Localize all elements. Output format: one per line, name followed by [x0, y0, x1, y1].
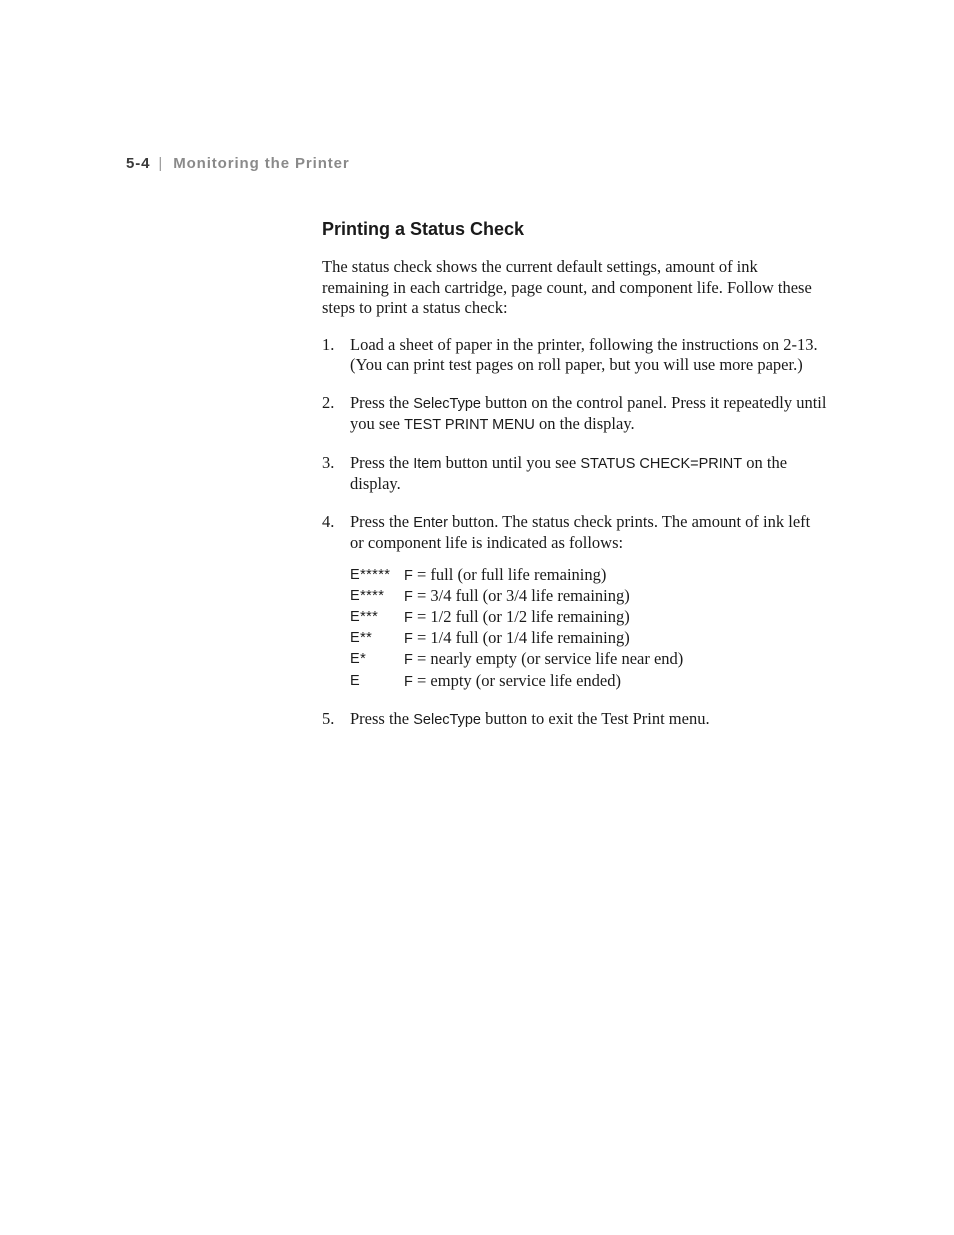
steps-list: [322, 335, 827, 731]
step-item: [322, 335, 827, 376]
legend-row: [350, 628, 827, 649]
button-name-enter: Enter: [413, 514, 448, 531]
legend-f: F: [404, 588, 413, 605]
step-text: button until you see: [441, 452, 581, 472]
step-number: 3.: [322, 452, 335, 472]
page-number: 5-4: [126, 155, 151, 172]
step-text: Press the: [350, 708, 414, 728]
step-item: [322, 453, 827, 495]
legend-f: F: [404, 631, 413, 648]
legend-f: F: [404, 652, 413, 669]
step-text: Press the: [350, 511, 414, 531]
header-separator: |: [158, 155, 164, 172]
step-text: Press the: [350, 392, 414, 412]
step-text: button to exit the Test Print menu.: [480, 708, 710, 728]
step-number: 1.: [322, 334, 335, 354]
legend-symbol: E*: [350, 651, 367, 668]
legend-description: = empty (or service life ended): [412, 670, 621, 690]
button-name-selectype: SelecType: [413, 711, 481, 728]
display-message: STATUS CHECK=PRINT: [580, 455, 743, 472]
legend-symbol: E: [350, 672, 361, 689]
legend-symbol: E****: [350, 587, 385, 604]
button-name-selectype: SelecType: [413, 395, 481, 412]
display-message: TEST PRINT MENU: [404, 417, 535, 433]
legend-description: = 3/4 full (or 3/4 life remaining): [412, 585, 630, 605]
step-item: [322, 709, 827, 731]
legend-f: F: [404, 609, 413, 626]
step-text: Load a sheet of paper in the printer, following the instructions on 2-13. (You can print test pages on roll paper, but you will use more paper.): [350, 334, 818, 374]
step-text: Press the: [350, 452, 414, 472]
step-number: 5.: [322, 708, 335, 728]
legend-description: = full (or full life remaining): [412, 564, 607, 584]
legend-row: [350, 607, 827, 628]
legend-description: = 1/2 full (or 1/2 life remaining): [412, 606, 630, 626]
ink-level-legend: [350, 565, 827, 692]
step-item: [322, 512, 827, 692]
step-text: on the display.: [350, 452, 788, 493]
legend-symbol: E**: [350, 630, 373, 647]
legend-description: = nearly empty (or service life near end): [412, 649, 684, 669]
intro-paragraph: The status check shows the current default settings, amount of ink remaining in each cartridge, page count, and component life. Follow these steps to print a status check:: [322, 257, 812, 317]
legend-symbol: E***: [350, 608, 379, 625]
step-text: button. The status check prints. The amount of ink left or component life is indicated as follows:: [350, 511, 811, 552]
legend-row: [350, 586, 827, 607]
step-number: 2.: [322, 392, 335, 412]
section-title: Monitoring the Printer: [173, 155, 350, 172]
legend-description: = 1/4 full (or 1/4 life remaining): [412, 628, 630, 648]
legend-symbol: E*****: [350, 566, 391, 583]
main-content: [322, 218, 827, 747]
running-header: [126, 155, 350, 172]
legend-row: [350, 671, 827, 692]
step-number: 4.: [322, 511, 335, 531]
legend-row: [350, 565, 827, 586]
step-text: on the display.: [534, 414, 635, 433]
section-heading: Printing a Status Check: [322, 219, 525, 239]
step-item: [322, 393, 827, 436]
button-name-item: Item: [413, 455, 442, 472]
legend-row: [350, 649, 827, 670]
step-text: button on the control panel. Press it repeatedly until you see: [350, 392, 827, 433]
legend-f: F: [404, 673, 413, 690]
legend-f: F: [404, 567, 413, 584]
